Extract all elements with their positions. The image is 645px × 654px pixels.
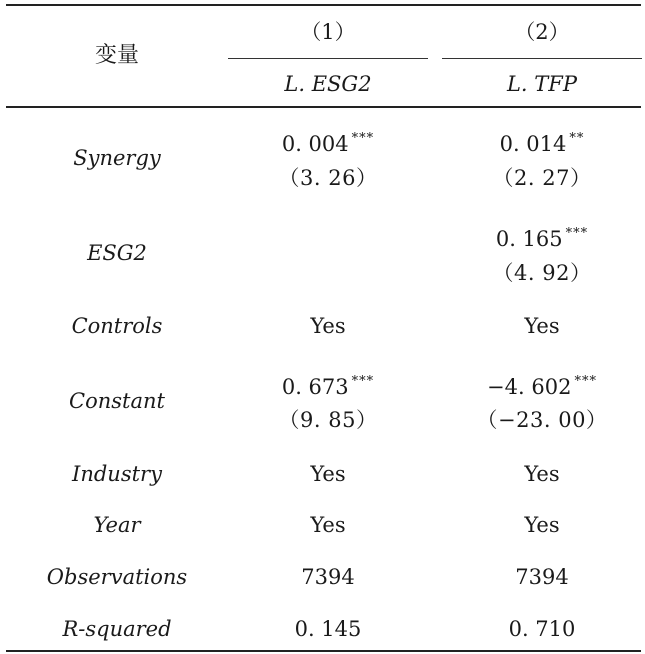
- significance-stars: **: [569, 131, 585, 146]
- rsquared-col1: 0. 145: [294, 617, 362, 641]
- industry-col1: Yes: [310, 462, 346, 486]
- row-label-controls: Controls: [71, 314, 163, 338]
- synergy-col2-tstat: （2. 27）: [492, 166, 592, 190]
- col2-subrule: [442, 58, 642, 59]
- coefficient-value: 0. 004: [281, 132, 349, 156]
- header-rule: [6, 106, 641, 108]
- constant-col2-tstat: （−23. 00）: [476, 408, 608, 432]
- esg2-col2-tstat: （4. 92）: [492, 261, 592, 285]
- col2-number: （2）: [514, 20, 570, 44]
- year-col2: Yes: [524, 513, 560, 537]
- col1-number: （1）: [300, 20, 356, 44]
- bottom-rule: [6, 650, 641, 652]
- variable-header: 变量: [94, 43, 139, 68]
- col1-subrule: [228, 58, 428, 59]
- synergy-col1-coef: [228, 127, 428, 156]
- coefficient-value: 0. 165: [495, 227, 563, 251]
- constant-col1-tstat: （9. 85）: [278, 408, 378, 432]
- controls-col1: Yes: [310, 314, 346, 338]
- industry-col2: Yes: [524, 462, 560, 486]
- controls-col2: Yes: [524, 314, 560, 338]
- col1-dependent-variable: L. ESG2: [284, 72, 372, 96]
- coefficient-value: −4. 602: [487, 375, 572, 399]
- observations-col1: 7394: [301, 565, 355, 589]
- significance-stars: ***: [351, 131, 375, 146]
- observations-col2: 7394: [515, 565, 569, 589]
- row-label-esg2: ESG2: [87, 241, 147, 265]
- rsquared-col2: 0. 710: [508, 617, 576, 641]
- year-col1: Yes: [310, 513, 346, 537]
- significance-stars: ***: [574, 374, 597, 389]
- constant-col1-coef: [228, 370, 428, 399]
- row-label-synergy: Synergy: [73, 146, 161, 170]
- col2-dependent-variable: L. TFP: [506, 72, 577, 96]
- top-rule: [6, 4, 641, 6]
- synergy-col1-tstat: （3. 26）: [278, 166, 378, 190]
- row-label-constant: Constant: [69, 389, 165, 413]
- esg2-col2-coef: [442, 222, 642, 251]
- coefficient-value: 0. 673: [281, 375, 349, 399]
- row-label-observations: Observations: [46, 565, 188, 589]
- constant-col2-coef: [442, 370, 642, 399]
- significance-stars: ***: [565, 226, 589, 241]
- row-label-rsquared: R-squared: [62, 617, 172, 641]
- coefficient-value: 0. 014: [499, 132, 567, 156]
- row-label-industry: Industry: [72, 462, 162, 486]
- row-label-year: Year: [93, 513, 141, 537]
- significance-stars: ***: [351, 374, 375, 389]
- synergy-col2-coef: [442, 127, 642, 156]
